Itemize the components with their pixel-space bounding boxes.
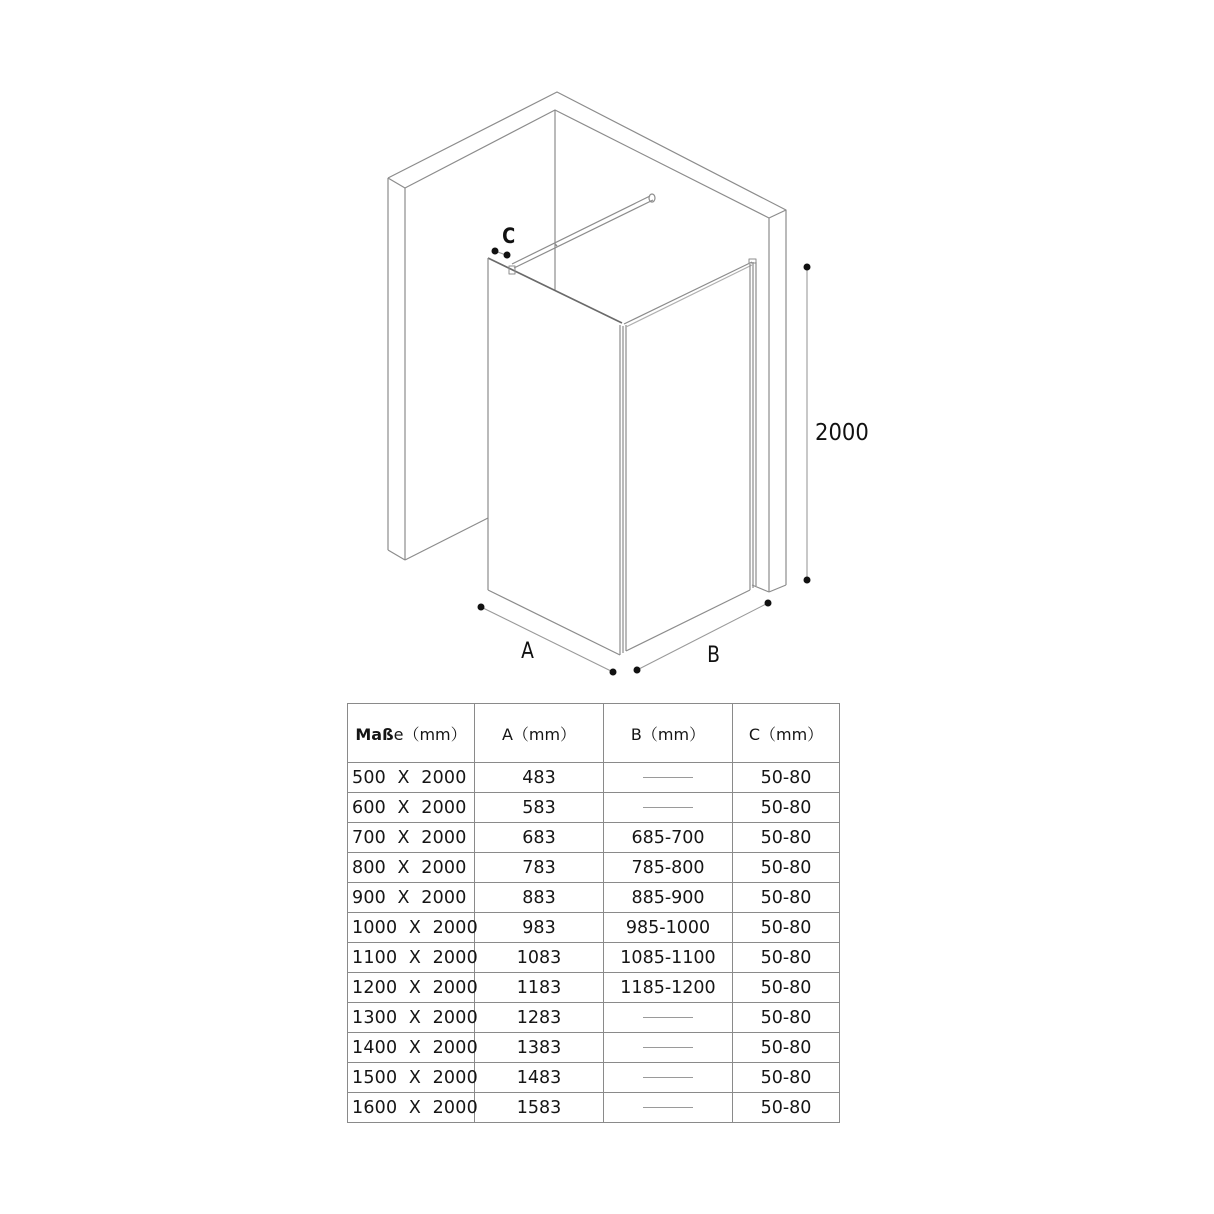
cell-a — [475, 1003, 604, 1033]
cell-a-value: 1583 — [516, 1097, 562, 1118]
header-size — [348, 704, 475, 763]
cell-c-value: 50-80 — [760, 1097, 812, 1118]
not-applicable-dash — [643, 1017, 693, 1018]
header-a: A（mm） — [475, 704, 604, 763]
glass-panel-a — [488, 258, 626, 655]
cell-size-value: 600 X 2000 — [352, 797, 467, 818]
cell-b-value: 685-700 — [631, 827, 705, 848]
cell-size-value: 1100 X 2000 — [352, 947, 478, 968]
cell-c — [733, 823, 840, 853]
header-c: C（mm） — [733, 704, 840, 763]
table-row — [348, 943, 840, 973]
table-row — [348, 1093, 840, 1123]
cell-a-value: 1283 — [516, 1007, 562, 1028]
cell-c — [733, 1033, 840, 1063]
cell-size-value: 900 X 2000 — [352, 887, 467, 908]
not-applicable-dash — [643, 1077, 693, 1078]
cell-a-value: 1383 — [516, 1037, 562, 1058]
cell-a — [475, 763, 604, 793]
cell-size-value: 700 X 2000 — [352, 827, 467, 848]
cell-a — [475, 913, 604, 943]
cell-b — [604, 853, 733, 883]
cell-c-value: 50-80 — [760, 887, 812, 908]
table-row — [348, 823, 840, 853]
header-b: B（mm） — [604, 704, 733, 763]
header-size-eszett: ß — [382, 724, 394, 744]
cell-c-value: 50-80 — [760, 977, 812, 998]
cell-b — [604, 1003, 733, 1033]
table-row — [348, 1033, 840, 1063]
cell-a — [475, 1093, 604, 1123]
cell-size — [348, 1093, 478, 1123]
table-row — [348, 763, 840, 793]
corner-wall — [388, 92, 786, 592]
cell-c — [733, 913, 840, 943]
cell-c — [733, 853, 840, 883]
not-applicable-dash — [643, 777, 693, 778]
label-height: 2000 — [815, 420, 869, 446]
cell-a-value: 1183 — [516, 977, 562, 998]
cell-size-value: 1000 X 2000 — [352, 917, 478, 938]
cell-c-value: 50-80 — [760, 917, 812, 938]
cell-size-value: 1600 X 2000 — [352, 1097, 478, 1118]
cell-c — [733, 1093, 840, 1123]
cell-c — [733, 763, 840, 793]
dimension-a — [478, 604, 617, 676]
cell-c — [733, 973, 840, 1003]
cell-a — [475, 883, 604, 913]
cell-b — [604, 913, 733, 943]
table-row — [348, 793, 840, 823]
header-size-prefix: Ma — [355, 724, 383, 744]
cell-b — [604, 973, 733, 1003]
cell-c — [733, 943, 840, 973]
cell-c-value: 50-80 — [760, 857, 812, 878]
cell-c-value: 50-80 — [760, 827, 812, 848]
cell-a — [475, 973, 604, 1003]
cell-size — [348, 823, 475, 853]
cell-a — [475, 823, 604, 853]
cell-b — [604, 883, 733, 913]
cell-b-value: 885-900 — [631, 887, 705, 908]
cell-b — [604, 1093, 733, 1123]
cell-size — [348, 793, 475, 823]
cell-size — [348, 853, 475, 883]
cell-size-value: 800 X 2000 — [352, 857, 467, 878]
cell-c — [733, 793, 840, 823]
cell-size — [348, 1033, 478, 1063]
cell-c — [733, 1063, 840, 1093]
cell-a — [475, 793, 604, 823]
cell-b-value: 985-1000 — [625, 917, 711, 938]
not-applicable-dash — [643, 1047, 693, 1048]
cell-size-value: 1300 X 2000 — [352, 1007, 478, 1028]
cell-size — [348, 943, 478, 973]
table-row — [348, 853, 840, 883]
cell-a-value: 1083 — [516, 947, 562, 968]
cell-size-value: 1500 X 2000 — [352, 1067, 478, 1088]
cell-b-value: 1085-1100 — [620, 947, 716, 968]
dimension-height — [804, 264, 811, 584]
cell-c-value: 50-80 — [760, 947, 812, 968]
cell-c-value: 50-80 — [760, 1037, 812, 1058]
glass-panel-b — [624, 259, 756, 651]
cell-size — [348, 883, 475, 913]
not-applicable-dash — [643, 807, 693, 808]
cell-b — [604, 823, 733, 853]
cell-a-value: 683 — [522, 827, 556, 848]
cell-c-value: 50-80 — [760, 797, 812, 818]
cell-c — [733, 883, 840, 913]
cell-b-value: 785-800 — [631, 857, 705, 878]
cell-size — [348, 913, 478, 943]
table-row — [348, 913, 840, 943]
cell-size-value: 1200 X 2000 — [352, 977, 478, 998]
table-header-row — [348, 704, 840, 763]
cell-size — [348, 763, 475, 793]
label-c: C — [502, 224, 516, 248]
cell-a-value: 483 — [522, 767, 556, 788]
cell-b — [604, 943, 733, 973]
label-a: A — [521, 639, 534, 664]
table-row — [348, 883, 840, 913]
header-size-suffix: e（mm） — [393, 724, 467, 744]
cell-size — [348, 1063, 478, 1093]
cell-c-value: 50-80 — [760, 767, 812, 788]
cell-b — [604, 793, 733, 823]
dimension-c — [492, 248, 511, 259]
not-applicable-dash — [643, 1107, 693, 1108]
table-row — [348, 973, 840, 1003]
cell-a-value: 1483 — [516, 1067, 562, 1088]
cell-size — [348, 973, 478, 1003]
cell-a-value: 983 — [522, 917, 556, 938]
cell-c-value: 50-80 — [760, 1067, 812, 1088]
table-row — [348, 1003, 840, 1033]
stabilizer-bar — [509, 194, 655, 274]
cell-size-value: 1400 X 2000 — [352, 1037, 478, 1058]
cell-b — [604, 1063, 733, 1093]
cell-a — [475, 943, 604, 973]
cell-b — [604, 1033, 733, 1063]
cell-a — [475, 1063, 604, 1093]
cell-size-value: 500 X 2000 — [352, 767, 467, 788]
cell-a — [475, 853, 604, 883]
cell-b — [604, 763, 733, 793]
table-row — [348, 1063, 840, 1093]
cell-a-value: 583 — [522, 797, 556, 818]
label-b: B — [707, 643, 720, 668]
table-body — [348, 763, 840, 1123]
cell-c — [733, 1003, 840, 1033]
cell-b-value: 1185-1200 — [620, 977, 716, 998]
dimensions-table — [347, 703, 840, 1123]
cell-size — [348, 1003, 478, 1033]
cell-a-value: 783 — [522, 857, 556, 878]
cell-a — [475, 1033, 604, 1063]
cell-a-value: 883 — [522, 887, 556, 908]
cell-c-value: 50-80 — [760, 1007, 812, 1028]
